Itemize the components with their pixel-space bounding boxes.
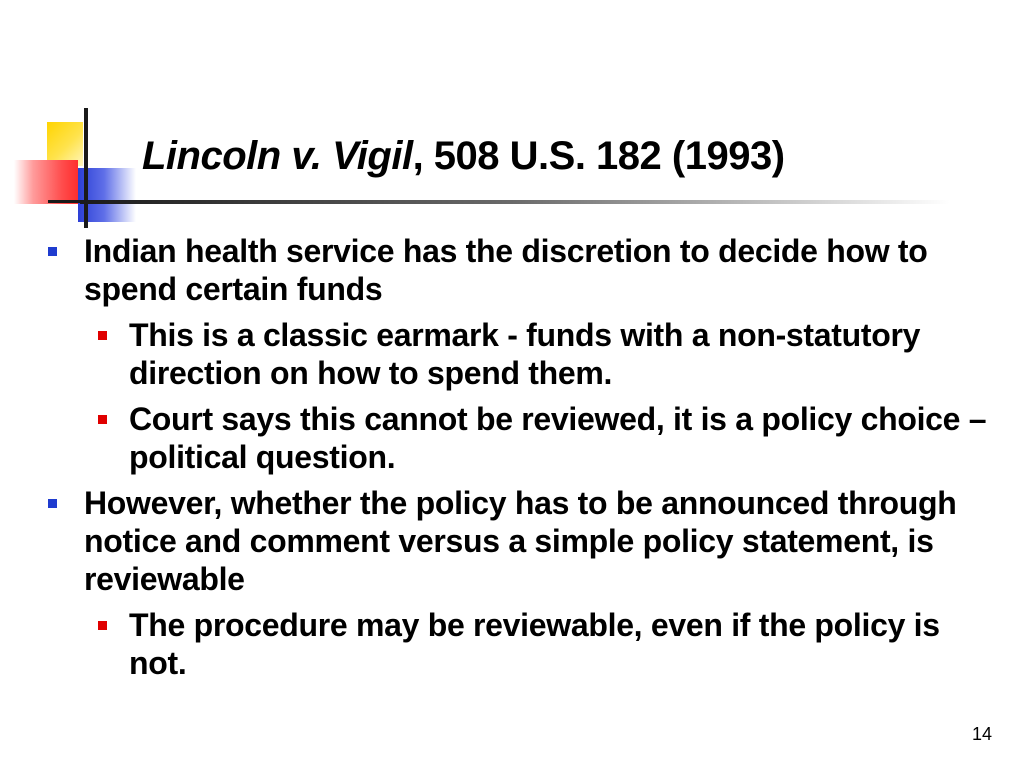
logo-vertical-line [84, 108, 88, 228]
bullet-text: However, whether the policy has to be announced through notice and comment versus a simple policy statement, is reviewable [84, 485, 957, 597]
square-bullet-icon [98, 331, 107, 340]
square-bullet-icon [48, 499, 57, 508]
slide-logo-graphic [0, 100, 140, 230]
sub-bullet-text: The procedure may be reviewable, even if the policy is not. [129, 607, 940, 681]
page-number: 14 [971, 724, 992, 744]
case-name: Lincoln v. Vigil [142, 134, 413, 178]
slide-title [142, 130, 785, 182]
sub-bullet-item [129, 316, 989, 392]
sub-bullet-text: Court says this cannot be reviewed, it is a policy choice – political question. [129, 401, 987, 475]
sub-bullet-item [129, 606, 989, 682]
bullet-item [84, 484, 984, 598]
square-bullet-icon [48, 247, 57, 256]
title-divider [80, 200, 950, 204]
sub-bullet-text: This is a classic earmark - funds with a non-statutory direction on how to spend them. [129, 317, 921, 391]
bullet-text: Indian health service has the discretion to decide how to spend certain funds [84, 233, 928, 307]
slide-body [0, 232, 1024, 690]
square-bullet-icon [98, 621, 107, 630]
bullet-item [84, 232, 984, 308]
sub-bullet-item [129, 400, 989, 476]
case-citation: , 508 U.S. 182 (1993) [412, 134, 785, 178]
square-bullet-icon [98, 415, 107, 424]
logo-red-square [14, 160, 78, 204]
